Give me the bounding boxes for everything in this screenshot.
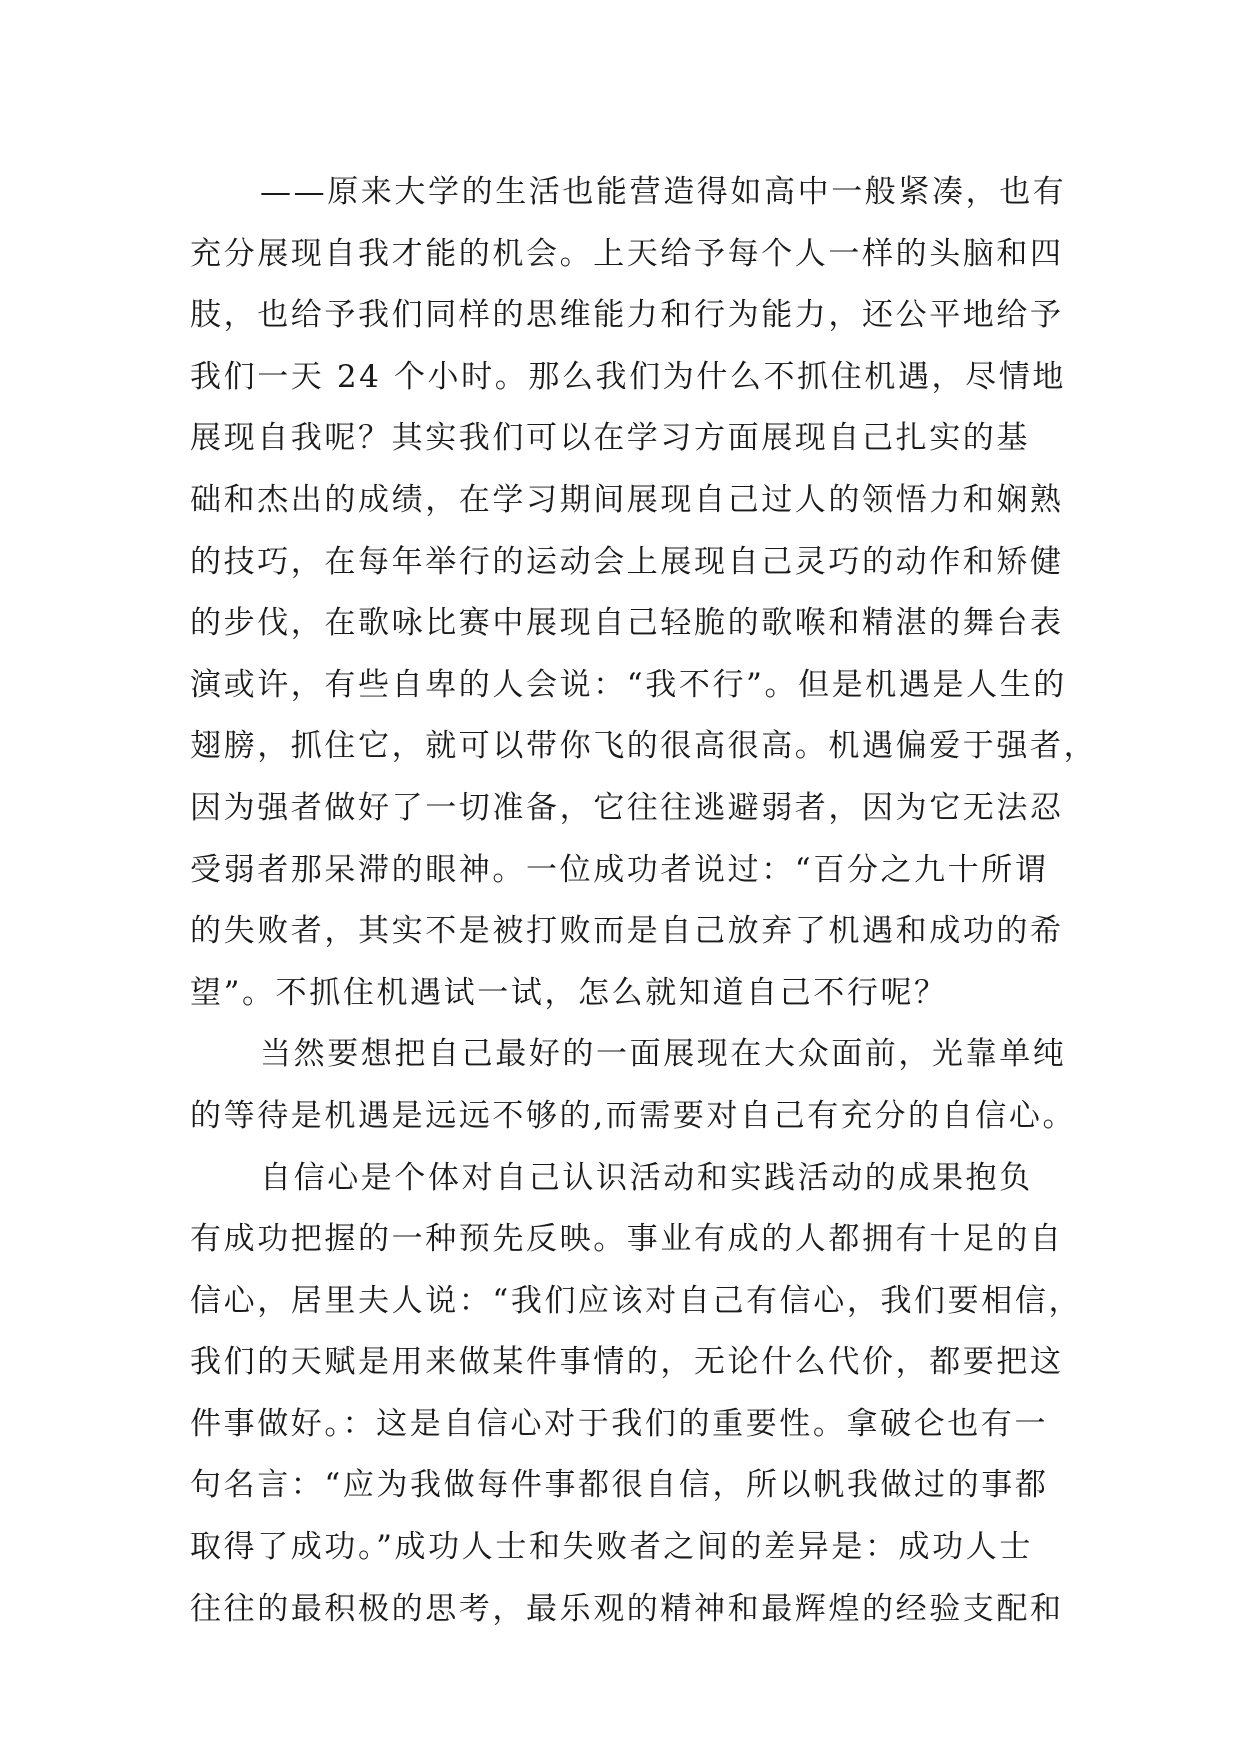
text-line-11: 因为强者做好了一切准备，它往往逃避弱者，因为它无法忍 (190, 789, 1064, 826)
text-line-4: 我们一天 24 个小时。那么我们为什么不抓住机遇，尽情地 (190, 358, 1066, 395)
text-line-15: 当然要想把自己最好的一面展现在大众面前，光靠单纯 (260, 1036, 1067, 1073)
text-line-10: 翅膀，抓住它，就可以带你飞的很高很高。机遇偏爱于强者， (190, 728, 1098, 765)
text-line-3: 肢，也给予我们同样的思维能力和行为能力，还公平地给予 (190, 297, 1064, 334)
text-line-22: 句名言：“应为我做每件事都很自信，所以帆我做过的事都 (190, 1467, 1049, 1504)
text-line-16: 的等待是机遇是远远不够的,而需要对自己有充分的自信心。 (190, 1097, 1077, 1134)
text-line-17: 自信心是个体对自己认识活动和实践活动的成果抱负 (260, 1159, 1033, 1196)
text-line-14: 望”。不抓住机遇试一试，怎么就知道自己不行呢？ (190, 974, 948, 1011)
text-line-18: 有成功把握的一种预先反映。事业有成的人都拥有十足的自 (190, 1221, 1064, 1258)
text-line-2: 充分展现自我才能的机会。上天给予每个人一样的头脑和四 (190, 235, 1064, 272)
text-line-12: 受弱者那呆滞的眼神。一位成功者说过：“百分之九十所谓 (190, 851, 1049, 888)
text-line-23: 取得了成功。”成功人士和失败者之间的差异是：成功人士 (190, 1529, 1033, 1566)
text-line-1: ——原来大学的生活也能营造得如高中一般紧凑，也有 (260, 174, 1067, 210)
text-line-7: 的技巧，在每年举行的运动会上展现自己灵巧的动作和矫健 (190, 543, 1064, 580)
text-line-5: 展现自我呢？其实我们可以在学习方面展现自己扎实的基 (190, 420, 1030, 457)
text-line-9: 演或许，有些自卑的人会说：“我不行”。但是机遇是人生的 (190, 666, 1067, 703)
text-line-8: 的步伐，在歌咏比赛中展现自己轻脆的歌喉和精湛的舞台表 (190, 605, 1064, 642)
body-text (190, 162, 1098, 1640)
text-line-21: 件事做好。：这是自信心对于我们的重要性。拿破仑也有一 (190, 1405, 1049, 1442)
text-line-6: 础和杰出的成绩，在学习期间展现自己过人的领悟力和娴熟 (190, 481, 1064, 518)
text-line-24: 往往的最积极的思考，最乐观的精神和最辉煌的经验支配和 (190, 1590, 1064, 1627)
text-line-19: 信心，居里夫人说：“我们应该对自己有信心，我们要相信， (190, 1282, 1083, 1319)
text-line-13: 的失败者，其实不是被打败而是自己放弃了机遇和成功的希 (190, 913, 1064, 950)
text-line-20: 我们的天赋是用来做某件事情的，无论什么代价，都要把这 (190, 1344, 1064, 1381)
